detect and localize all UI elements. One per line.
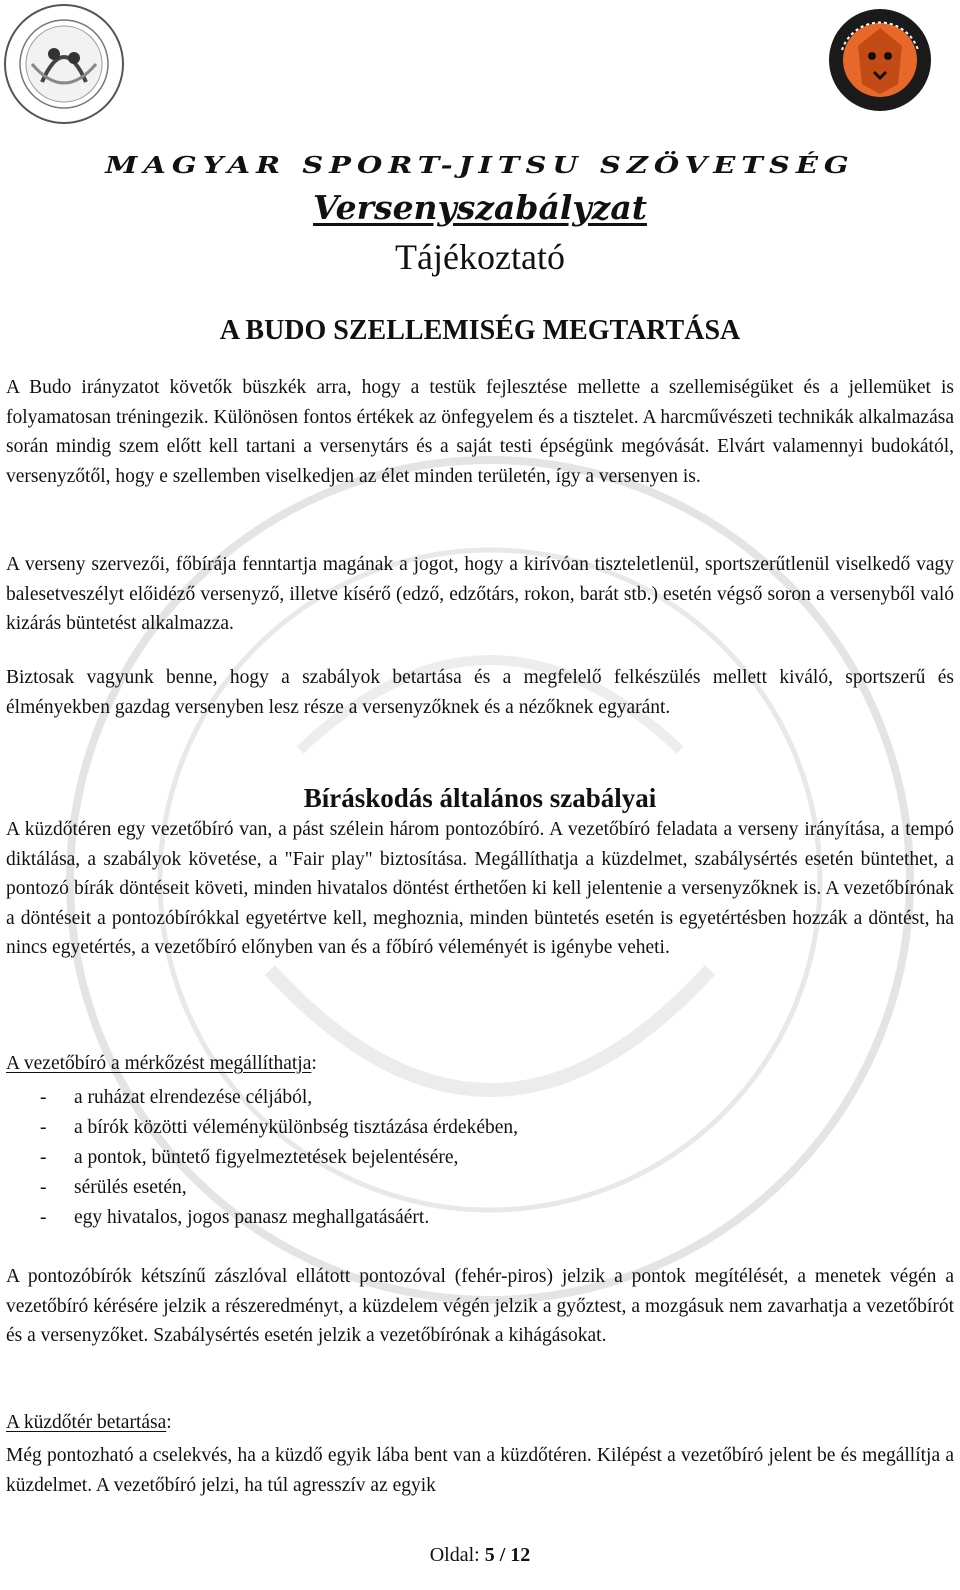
- stop-heading: [6, 1053, 317, 1075]
- list-item: [6, 1113, 518, 1143]
- info-title: Tájékoztató: [395, 237, 565, 277]
- area-heading-text: A küzdőtér betartása: [6, 1412, 167, 1433]
- list-dash: -: [40, 1177, 47, 1198]
- area-heading: [6, 1412, 172, 1434]
- section-title-judging: Bíráskodás általános szabályai: [303, 783, 657, 813]
- list-item-text: egy hivatalos, jogos panasz meghallgatásáért.: [74, 1207, 430, 1228]
- stop-heading-text: A vezetőbíró a mérkőzést megállíthatja: [6, 1053, 312, 1074]
- list-item-text: sérülés esetén,: [74, 1177, 187, 1198]
- page-number: 5 / 12: [484, 1544, 531, 1566]
- stop-heading-colon: :: [311, 1053, 317, 1074]
- paragraph-budo-2: A verseny szervezői, főbírája fenntartja magának a jogot, hogy a kirívóan tiszteletlenül, sportszerűtlenül viselkedő vagy balesetveszélyt előidéző versenyző, illetve kísérő (edző, edzőtárs, rokon, barát stb.) esetén végső soron a versenyből való kizárás büntetést alkalmazza.: [6, 554, 954, 634]
- list-dash: -: [40, 1207, 47, 1228]
- list-item: [6, 1083, 518, 1113]
- rules-title: [0, 188, 960, 227]
- federation-seal-logo: [2, 2, 126, 126]
- paragraph-budo-3: Biztosak vagyunk benne, hogy a szabályok betartása és a megfelelő felkészülés mellett kiváló, sportszerű és élményekben gazdag versenyben lesz része a versenyzőknek és a nézőknek egyaránt.: [6, 667, 954, 718]
- stop-reasons-list: [6, 1083, 518, 1233]
- paragraph-judging-1: A küzdőtéren egy vezetőbíró van, a pást szélein három pontozóbíró. A vezetőbíró feladata a verseny irányítása, a tempó diktálása, a szabályok követése, a "Fair play" biztosítása. Megállíthatja a küzdelmet, szabálysértés esetén büntethet, a pontozó bírák döntéseit követi, minden hivatalos döntést érthetően ki kell jelentenie a versenyzőknek is. A vezetőbírónak a döntéseit a pontozóbírókkal egyetértve kell, meghoznia, minden büntetés esetén is egyetértésben hozzák a döntést, ha nincs egyetértés, a vezetőbíró előnyben van és a főbíró véleményét is igénybe veheti.: [6, 819, 954, 958]
- list-item: [6, 1203, 518, 1233]
- list-item-text: a pontok, büntető figyelmeztetések bejelentésére,: [74, 1147, 459, 1168]
- list-item: [6, 1143, 518, 1173]
- page-label: Oldal:: [429, 1544, 480, 1566]
- list-item-text: a ruházat elrendezése céljából,: [74, 1087, 313, 1108]
- list-dash: -: [40, 1147, 47, 1168]
- list-item-text: a bírók közötti véleménykülönbség tisztázása érdekében,: [74, 1117, 519, 1138]
- federation-name: MAGYAR SPORT-JITSU SZÖVETSÉG: [105, 151, 855, 179]
- list-dash: -: [40, 1087, 47, 1108]
- area-heading-colon: :: [166, 1412, 172, 1433]
- section-title-budo: A BUDO SZELLEMISÉG MEGTARTÁSA: [219, 315, 741, 346]
- list-dash: -: [40, 1117, 47, 1138]
- page-footer: [0, 1544, 960, 1567]
- academy-lion-logo: [828, 6, 932, 114]
- paragraph-budo-1: A Budo irányzatot követők büszkék arra, hogy a testük fejlesztése mellette a szellemiségüket és a jellemüket is folyamatosan tréningezik. Különösen fontos értékek az önfegyelem és a tisztelet. A harcművészeti technikák alkalmazása során mindig szem előtt kell tartani a versenytárs és a saját testi épségünk megóvását. Elvárt valamennyi budokától, versenyzőtől, hogy e szellemben viselkedjen az élet minden területén, így a versenyen is.: [6, 377, 954, 487]
- paragraph-judging-2: A pontozóbírók kétszínű zászlóval ellátott pontozóval (fehér-piros) jelzik a pontok megítélését, a menetek végén a vezetőbíró kérésére jelzik a részeredményt, a küzdelem végén jelzik a győztest, a mozgásuk nem zavarhatja a vezetőbírót és a versenyzőket. Szabálysértés esetén jelzik a vezetőbírónak a kihágásokat.: [6, 1266, 954, 1346]
- list-item: [6, 1173, 518, 1203]
- rules-title-text: Versenyszabályzat: [313, 188, 647, 227]
- paragraph-judging-3: Még pontozható a cselekvés, ha a küzdő egyik lába bent van a küzdőtéren. Kilépést a vezetőbíró jelent be és megállítja a küzdelmet. A vezetőbíró jelzi, ha túl agresszív az egyik: [6, 1445, 954, 1496]
